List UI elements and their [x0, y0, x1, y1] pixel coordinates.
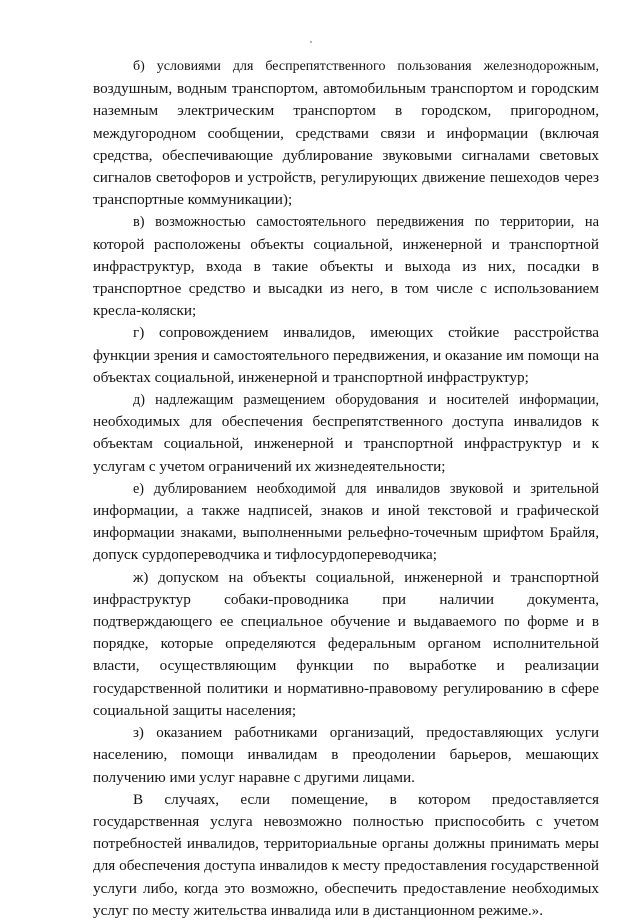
text-line: междугородном сообщении, средствами связи и информации (включая — [93, 124, 599, 142]
text-line: государственная услуга невозможно полностью приспособить с учетом — [93, 812, 599, 830]
text-line: объектах социальной, инженерной и транспортной инфраструктур; — [93, 368, 529, 386]
paragraph — [93, 389, 599, 478]
text-line: В случаях, если помещение, в котором предоставляется — [133, 790, 599, 808]
text-line: допуск сурдопереводчика и тифлосурдопереводчика; — [93, 546, 437, 564]
text-line: функции зрения и самостоятельного передвижения, и оказание им помощи на — [93, 346, 599, 364]
paragraph — [93, 789, 599, 922]
text-line: наземным электрическим транспортом в городском, пригородном, — [93, 102, 599, 120]
text-line: воздушным, водным транспортом, автомобильным транспортом и городским — [93, 80, 599, 98]
text-line: услуг по месту жительства инвалида или в дистанционном режиме.». — [93, 901, 544, 919]
text-line: информации, а также надписей, знаков и иной текстовой и графической — [93, 502, 599, 520]
text-line: в) возможностью самостоятельного передвижения по территории, на — [133, 214, 599, 231]
page-mark — [310, 41, 312, 43]
text-line: средства, обеспечивающие дублирование звуковыми сигналами световых — [93, 146, 599, 164]
text-line: е) дублированием необходимой для инвалидов звуковой и зрительной — [133, 480, 599, 497]
text-line: д) надлежащим размещением оборудования и носителей информации, — [133, 392, 599, 409]
text-line: подтверждающего ее специальное обучение и выдаваемого по форме и в — [93, 613, 599, 631]
text-line: государственной политики и нормативно-правовому регулированию в сфере — [93, 679, 599, 697]
text-line: объектам социальной, инженерной и транспортной инфраструктур и к — [93, 435, 599, 453]
text-line: б) условиями для беспрепятственного пользования железнодорожным, — [133, 59, 599, 74]
text-line: транспортные коммуникации); — [93, 191, 293, 209]
text-line: услуги либо, когда это возможно, обеспечить предоставление необходимых — [93, 879, 599, 897]
paragraph — [93, 322, 599, 389]
text-line: порядке, которые определяются федеральным органом исполнительной — [93, 635, 599, 653]
paragraph — [93, 211, 599, 322]
text-line: транспортное средство и высадки из него, в том числе с использованием — [93, 280, 599, 298]
text-line: социальной защиты населения; — [93, 701, 297, 719]
text-line: которой расположены объекты социальной, инженерной и транспортной — [93, 235, 599, 253]
paragraph — [93, 567, 599, 722]
text-line: инфраструктур, входа в такие объекты и выхода из них, посадки в — [93, 257, 599, 275]
text-line: власти, осуществляющим функции по выработке и реализации — [93, 657, 599, 675]
text-line: населению, помощи инвалидам в преодолении барьеров, мешающих — [93, 746, 599, 764]
text-line: необходимых для обеспечения беспрепятственного доступа инвалидов к — [93, 413, 599, 431]
paragraph — [93, 722, 599, 789]
text-line: услугам с учетом ограничений их жизнедеятельности; — [93, 457, 446, 475]
text-line: для обеспечения доступа инвалидов к месту предоставления государственной — [93, 857, 599, 875]
text-line: потребностей инвалидов, территориальные органы должны принимать меры — [93, 835, 599, 853]
text-line: ж) допуском на объекты социальной, инженерной и транспортной — [133, 569, 599, 586]
text-line: информации знаками, выполненными рельефно-точечным шрифтом Брайля, — [93, 524, 599, 542]
text-line: г) сопровождением инвалидов, имеющих стойкие расстройства — [133, 324, 599, 342]
text-line: сигналов светофоров и устройств, регулирующих движение пешеходов через — [93, 169, 599, 187]
text-line: инфраструктур собаки-проводника при наличии документа, — [93, 590, 599, 608]
document-body — [93, 56, 599, 922]
text-line: кресла-коляски; — [93, 302, 197, 320]
paragraph — [93, 478, 599, 567]
text-line: получению ими услуг наравне с другими лицами. — [93, 768, 415, 786]
text-line: з) оказанием работниками организаций, предоставляющих услуги — [133, 725, 599, 742]
paragraph — [93, 56, 599, 211]
